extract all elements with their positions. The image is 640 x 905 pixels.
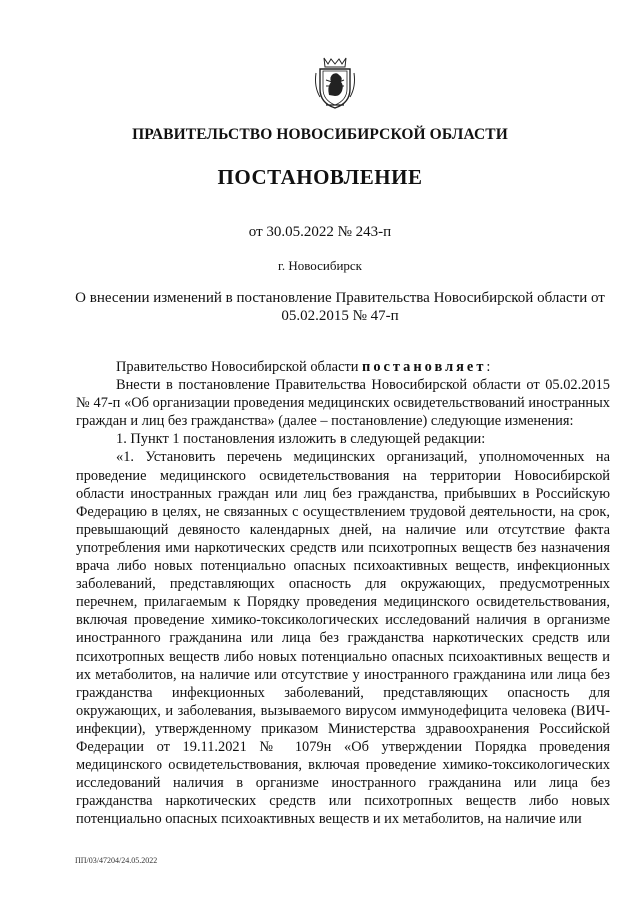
date-number-line: от 30.05.2022 № 243-п <box>248 224 392 240</box>
document-footer-code: ПП/03/47204/24.05.2022 <box>75 856 158 865</box>
coat-of-arms-icon <box>312 55 358 110</box>
intro-paragraph <box>76 358 610 376</box>
city-line: г. Новосибирск <box>277 258 362 273</box>
document-type-title: ПОСТАНОВЛЕНИЕ <box>217 165 423 189</box>
body-paragraph-3: «1. Установить перечень медицинских организаций, уполномоченных на проведение медицинского освидетельствования на территории Новосибирской области иностранных граждан или лиц без гражданства, прибывших в Российскую Федерацию в целях, не связанных с осуществлением трудовой деятельности, на срок, превышающий девяносто календарных дней, на наличие или отсутствие факта употребления ими наркотических средств или психотропных веществ без назначения врача либо новых потенциально опасных психоактивных веществ, инфекционных заболеваний, представляющих опасность для окружающих, предусмотренных перечнем, прилагаемым к Порядку проведения медицинского освидетельствования, включая проведение химико-токсикологических исследований наличия в организме иностранного гражданина или лица без гражданства наркотических средств или психотропных веществ либо новых потенциально опасных психоактивных веществ и их метаболитов, на наличие или отсутствие у иностранного гражданина или лица без гражданства инфекционных заболеваний, представляющих опасность для окружающих, и заболевания, вызываемого вирусом иммунодефицита человека (ВИЧ-инфекции), утвержденному приказом Министерства здравоохранения Российской Федерации от 19.11.2021 № 1079н «Об утверждении Порядка проведения медицинского освидетельствования, включая проведение химико-токсикологических исследований наличия в организме иностранного гражданина или лица без гражданства наркотических средств или психотропных веществ либо новых потенциально опасных психоактивных веществ и их метаболитов, на наличие или <box>76 449 610 828</box>
document-subject: О внесении изменений в постановление Правительства Новосибирской области от 05.02.2015 № 47-п <box>75 290 605 324</box>
document-body <box>76 358 610 828</box>
intro-suffix: : <box>486 359 491 375</box>
body-paragraph-1: Внести в постановление Правительства Новосибирской области от 05.02.2015 № 47-п «Об организации проведения медицинских освидетельствований иностранных граждан и лиц без гражданства» (далее – постановление) следующие изменения: <box>76 377 610 430</box>
government-name: ПРАВИТЕЛЬСТВО НОВОСИБИРСКОЙ ОБЛАСТИ <box>132 126 508 143</box>
intro-prefix: Правительство Новосибирской области <box>116 359 363 375</box>
body-paragraph-2: 1. Пункт 1 постановления изложить в следующей редакции: <box>116 431 486 448</box>
decree-verb: постановляет <box>362 359 487 375</box>
